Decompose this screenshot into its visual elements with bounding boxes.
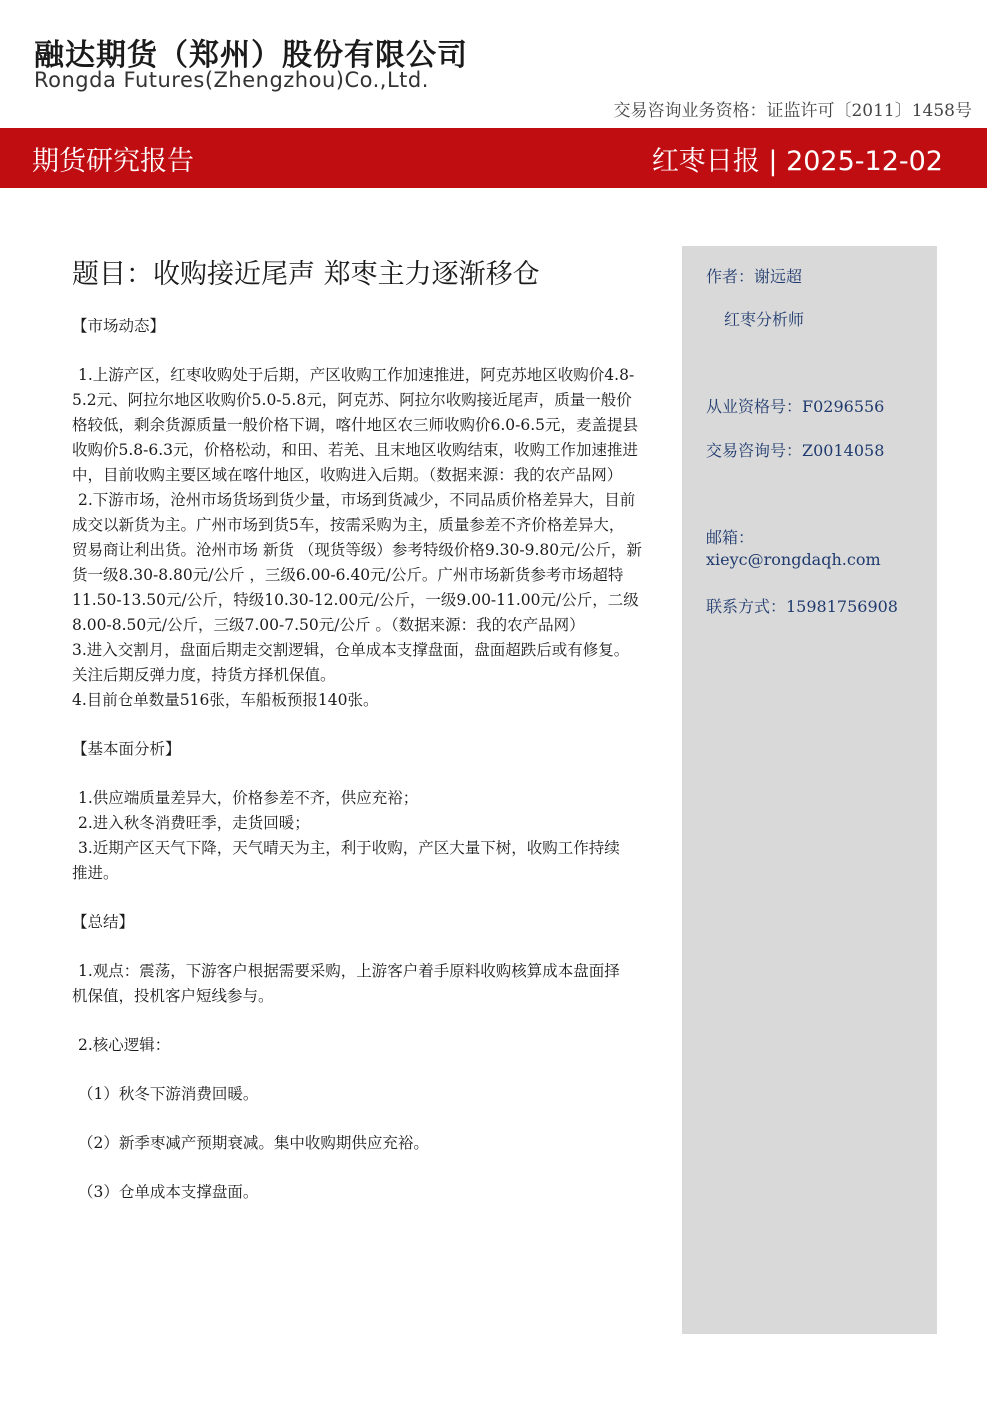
paragraph-line: 3.进入交割月，盘面后期走交割逻辑，仓单成本支撑盘面，盘面超跌后或有修复。 [72,641,630,659]
paragraph-line: 2.核心逻辑： [78,1036,171,1054]
logic-item: （2）新季枣减产预期衰减。集中收购期供应充裕。 [78,1134,429,1152]
paragraph-line: 成交以新货为主。广州市场到货5车，按需采购为主，质量参差不齐价格差异大， [72,516,625,534]
report-title: 题目：收购接近尾声 郑枣主力逐渐移仓 [72,259,540,290]
paragraph-line: 关注后期反弹力度，持货方择机保值。 [72,666,336,684]
author-name: 作者：谢远超 [706,267,803,286]
paragraph-line: 3.近期产区天气下降，天气晴天为主，利于收购，产区大量下树，收购工作持续 [78,839,620,857]
section-header-market: 【市场动态】 [72,317,166,335]
report-content [72,314,676,1205]
paragraph-line: 贸易商让利出货。沧州市场 新货 （现货等级）参考特级价格9.30-9.80元/公斤，新 [72,541,642,559]
advisory-number: 交易咨询号：Z0014058 [706,441,885,460]
paragraph-line: 8.00-8.50元/公斤，三级7.00-7.50元/公斤 。（数据来源：我的农产品网） [72,616,585,634]
paragraph-line: 中，目前收购主要区域在喀什地区，收购进入后期。（数据来源：我的农产品网） [72,466,623,484]
paragraph-line: 机保值，投机客户短线参与。 [72,987,274,1005]
paragraph-line: 推进。 [72,864,119,882]
paragraph-line: 11.50-13.50元/公斤，特级10.30-12.00元/公斤，一级9.00-11.00元/公斤，二级 [72,591,639,609]
paragraph-line: 5.2元、阿拉尔地区收购价5.0-5.8元，阿克苏、阿拉尔收购接近尾声，质量一般价 [72,391,632,409]
qualification-number: 从业资格号：F0296556 [706,397,885,416]
banner-category: 期货研究报告 [32,146,194,177]
section-header-fundamentals: 【基本面分析】 [72,740,181,758]
author-role: 红枣分析师 [724,310,805,329]
paragraph-line: 1.观点：震荡，下游客户根据需要采购，上游客户着手原料收购核算成本盘面择 [78,962,620,980]
paragraph-line: 货一级8.30-8.80元/公斤 ，三级6.00-6.40元/公斤。广州市场新货参考市场超特 [72,566,624,584]
paragraph-line: 4.目前仓单数量516张，车船板预报140张。 [72,691,379,709]
license-text: 交易咨询业务资格：证监许可〔2011〕1458号 [613,101,972,121]
paragraph-line: 1.供应端质量差异大，价格参差不齐，供应充裕； [78,789,419,807]
logic-item: （1）秋冬下游消费回暖。 [78,1085,259,1103]
paragraph-line: 1.上游产区，红枣收购处于后期，产区收购工作加速推进，阿克苏地区收购价4.8- [78,366,635,384]
section-header-summary: 【总结】 [72,913,135,931]
email-link[interactable]: xieyc@rongdaqh.com [706,550,881,569]
report-banner [0,128,987,188]
phone-contact: 联系方式：15981756908 [706,597,898,616]
email-label: 邮箱： [706,528,755,547]
paragraph-line: 格较低，剩余货源质量一般价格下调，喀什地区农三师收购价6.0-6.5元，麦盖提县 [72,416,639,434]
author-sidebar [682,246,937,1334]
paragraph-line: 收购价5.8-6.3元，价格松动，和田、若羌、且末地区收购结束，收购工作加速推进 [72,441,639,459]
paragraph-line: 2.下游市场，沧州市场货场到货少量，市场到货减少，不同品质价格差异大，目前 [78,491,636,509]
logic-item: （3）仓单成本支撑盘面。 [78,1183,259,1201]
banner-report-date: 红枣日报 | 2025-12-02 [651,146,943,177]
paragraph-line: 2.进入秋冬消费旺季，走货回暖； [78,814,310,832]
company-name-en: Rongda Futures(Zhengzhou)Co.,Ltd. [34,68,429,92]
company-name-cn: 融达期货（郑州）股份有限公司 [34,38,468,73]
